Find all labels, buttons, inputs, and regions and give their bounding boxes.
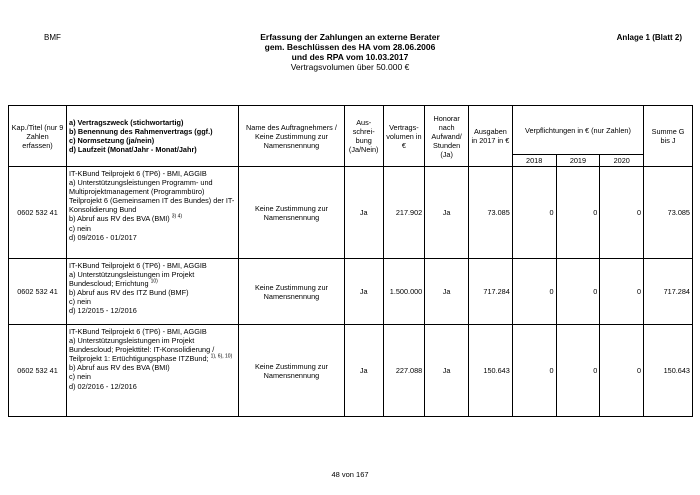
page-number: 48 von 167: [331, 470, 369, 479]
cell-2018: 0: [512, 259, 556, 325]
desc-line: [69, 270, 236, 288]
col-kap-header: Kap./Titel (nur 9 Zahlen erfassen): [9, 106, 67, 167]
cell-summe: 150.643: [644, 325, 693, 417]
cell-description: [67, 325, 239, 417]
cell-description: [67, 259, 239, 325]
col-ausgaben-header: Ausgaben in 2017 in €: [469, 106, 513, 167]
desc-header-line-d: d) Laufzeit (Monat/Jahr - Monat/Jahr): [69, 145, 197, 154]
ministry-label: BMF: [44, 33, 61, 42]
cell-auftragnehmer: Keine Zustimmung zur Namensnennung: [239, 167, 345, 259]
cell-kap: 0602 532 41: [9, 167, 67, 259]
cell-honorar: Ja: [425, 167, 469, 259]
desc-line: c) nein: [69, 223, 91, 233]
cell-volumen: 217.902: [383, 167, 425, 259]
cell-volumen: 1.500.000: [383, 259, 425, 325]
cell-2019: 0: [556, 259, 600, 325]
cell-description: [67, 167, 239, 259]
cell-ausschreibung: Ja: [344, 259, 383, 325]
desc-line: c) nein: [69, 297, 91, 307]
desc-line: b) Abruf aus RV des ITZ Bund (BMF): [69, 288, 189, 298]
desc-line: IT-KBund Teilprojekt 6 (TP6) - BMI, AGGIB: [69, 327, 207, 336]
col-honorar-header: Honorar nach Aufwand/ Stunden (Ja): [425, 106, 469, 167]
col-ausschreibung-header: Aus-schrei-bung (Ja/Nein): [344, 106, 383, 167]
col-volumen-header: Vertrags-volumen in €: [383, 106, 425, 167]
header-row: [9, 106, 693, 155]
desc-line: [69, 214, 236, 223]
footnote-ref: 1), 6), 10): [210, 353, 233, 360]
document-title: [200, 32, 500, 72]
desc-text: b) Abruf aus RV des BVA (BMI): [69, 214, 170, 224]
title-line-2: gem. Beschlüssen des HA vom 28.06.2006: [264, 42, 436, 52]
cell-ausschreibung: Ja: [344, 325, 383, 417]
cell-ausgaben: 150.643: [469, 325, 513, 417]
title-line-1: Erfassung der Zahlungen an externe Berater: [260, 32, 440, 42]
cell-2020: 0: [600, 259, 644, 325]
col-auftragnehmer-header: Name des Auftragnehmers / Keine Zustimmung zur Namensnennung: [239, 106, 345, 167]
col-2020-header: 2020: [600, 155, 644, 167]
cell-volumen: 227.088: [383, 325, 425, 417]
cell-auftragnehmer: Keine Zustimmung zur Namensnennung: [239, 325, 345, 417]
desc-line: d) 02/2016 - 12/2016: [69, 381, 137, 391]
cell-honorar: Ja: [425, 325, 469, 417]
cell-2019: 0: [556, 167, 600, 259]
cell-2020: 0: [600, 167, 644, 259]
cell-ausgaben: 717.284: [469, 259, 513, 325]
col-2019-header: 2019: [556, 155, 600, 167]
cell-summe: 73.085: [644, 167, 693, 259]
col-summe-header: Summe G bis J: [644, 106, 693, 167]
desc-line: IT-KBund Teilprojekt 6 (TP6) - BMI, AGGIB: [69, 261, 207, 270]
table-row: [9, 325, 693, 417]
desc-line: [69, 336, 236, 363]
desc-text: a) Unterstützungsleistungen im Projekt Bundescloud; Projekttitel: IT-Konsolidierung / Teilprojekt 1: Ertüchtigungsphase ITZBund;: [69, 336, 215, 364]
annex-label: Anlage 1 (Blatt 2): [616, 33, 682, 42]
cell-2019: 0: [556, 325, 600, 417]
cell-2018: 0: [512, 167, 556, 259]
desc-header-line-a: a) Vertragszweck (stichwortartig): [69, 118, 184, 127]
desc-line: d) 09/2016 - 01/2017: [69, 232, 137, 242]
table-row: [9, 259, 693, 325]
desc-line: IT-KBund Teilprojekt 6 (TP6) - BMI, AGGIB: [69, 169, 207, 178]
cell-kap: 0602 532 41: [9, 325, 67, 417]
cell-summe: 717.284: [644, 259, 693, 325]
desc-line: a) Unterstützungsleistungen Programm- und Multiprojektmanagement (Programmbüro) Teilprojekt 6 (Gemeinsamen IT des Bundes) der IT-Konsolidierung Bund: [69, 178, 235, 215]
col-2018-header: 2018: [512, 155, 556, 167]
cell-ausgaben: 73.085: [469, 167, 513, 259]
table-row: [9, 167, 693, 259]
cell-honorar: Ja: [425, 259, 469, 325]
payments-table: [8, 105, 693, 417]
cell-2018: 0: [512, 325, 556, 417]
desc-text: a) Unterstützungsleistungen im Projekt Bundescloud; Errichtung: [69, 270, 195, 289]
desc-line: d) 12/2015 - 12/2016: [69, 306, 137, 316]
desc-line: b) Abruf aus RV des BVA (BMI): [69, 363, 170, 373]
footnote-ref: 3) 4): [171, 214, 183, 221]
desc-line: c) nein: [69, 372, 91, 382]
desc-header-line-b: b) Benennung des Rahmenvertrags (ggf.): [69, 127, 213, 136]
col-desc-header: [67, 106, 239, 167]
title-line-3: und des RPA vom 10.03.2017: [291, 52, 409, 62]
cell-kap: 0602 532 41: [9, 259, 67, 325]
cell-auftragnehmer: Keine Zustimmung zur Namensnennung: [239, 259, 345, 325]
footnote-ref: 10): [150, 278, 158, 285]
cell-ausschreibung: Ja: [344, 167, 383, 259]
desc-header-line-c: c) Normsetzung (ja/nein): [69, 136, 155, 145]
cell-2020: 0: [600, 325, 644, 417]
title-subtitle: Vertragsvolumen über 50.000 €: [290, 62, 410, 72]
col-verpflichtungen-header: Verpflichtungen in € (nur Zahlen): [512, 106, 643, 155]
